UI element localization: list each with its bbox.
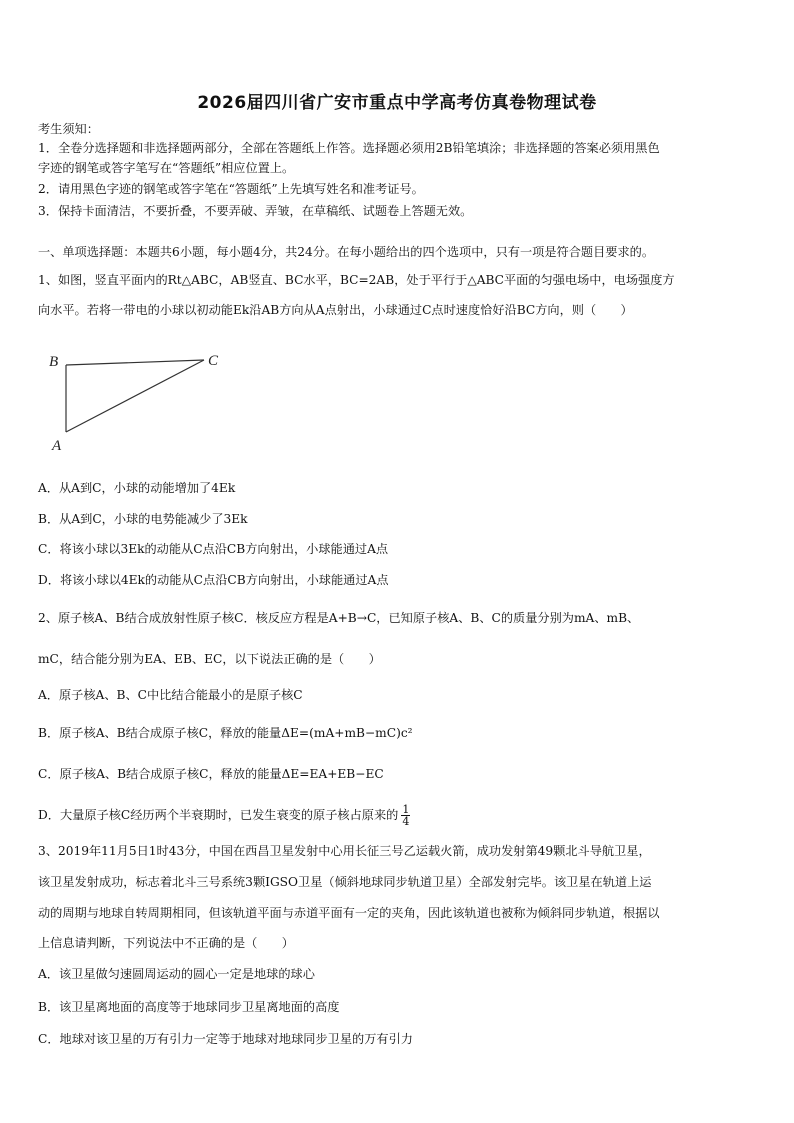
answer-option-d[interactable]	[38, 804, 760, 827]
answer-option[interactable]: D．将该小球以4Ek的动能从C点沿CB方向射出，小球能通过A点	[38, 573, 389, 587]
question-3-stem: 该卫星发射成功，标志着北斗三号系统3颗IGSO卫星（倾斜地球同步轨道卫星）全部发射完毕。该卫星在轨道上运	[38, 875, 652, 889]
fraction-numerator: 1	[402, 803, 410, 816]
question-1-stem: 1、如图，竖直平面内的Rt△ABC，AB竖直、BC水平，BC=2AB，处于平行于△ABC平面的匀强电场中，电场强度方	[38, 273, 675, 287]
question-3-stem: 上信息请判断，下列说法中不正确的是（ ）	[38, 936, 294, 950]
question-3-stem: 动的周期与地球自转周期相同，但该轨道平面与赤道平面有一定的夹角，因此该轨道也被称为倾斜同步轨道，根据以	[38, 906, 660, 920]
vertex-label-b: B	[49, 354, 59, 370]
notice-item: 1．全卷分选择题和非选择题两部分，全部在答题纸上作答。选择题必须用2B铅笔填涂；非选择题的答案必须用黑色	[38, 141, 660, 155]
question-2-stem: mC，结合能分别为EA、EB、EC，以下说法正确的是（ ）	[38, 652, 381, 666]
vertex-label-c: C	[208, 353, 219, 369]
vertex-label-a: A	[52, 438, 62, 454]
answer-option[interactable]: A．原子核A、B、C中比结合能最小的是原子核C	[38, 688, 303, 702]
answer-option[interactable]: B．原子核A、B结合成原子核C，释放的能量ΔE=(mA+mB−mC)c²	[38, 726, 413, 740]
section-heading: 一、单项选择题：本题共6小题，每小题4分，共24分。在每小题给出的四个选项中，只有一项是符合题目要求的。	[38, 245, 655, 259]
answer-option[interactable]: C．地球对该卫星的万有引力一定等于地球对地球同步卫星的万有引力	[38, 1032, 413, 1046]
triangle-abc-figure	[44, 346, 234, 454]
side-ac	[66, 360, 204, 432]
notice-item: 3．保持卡面清洁，不要折叠，不要弄破、弄皱，在草稿纸、试题卷上答题无效。	[38, 204, 473, 218]
notice-heading: 考生须知：	[38, 122, 99, 136]
page-title: 2026届四川省广安市重点中学高考仿真卷物理试卷	[197, 93, 597, 113]
answer-option[interactable]: C．将该小球以3Ek的动能从C点沿CB方向射出，小球能通过A点	[38, 542, 389, 556]
question-1-stem: 向水平。若将一带电的小球以初动能Ek沿AB方向从A点射出，小球通过C点时速度恰好沿BC方向，则（ ）	[38, 303, 633, 317]
side-bc	[66, 360, 204, 365]
question-3-stem: 3、2019年11月5日1时43分，中国在西昌卫星发射中心用长征三号乙运载火箭，成功发射第49颗北斗导航卫星，	[38, 844, 651, 858]
question-2-stem: 2、原子核A、B结合成放射性原子核C．核反应方程是A+B→C，已知原子核A、B、C的质量分别为mA、mB、	[38, 611, 640, 625]
answer-option[interactable]: B．该卫星离地面的高度等于地球同步卫星离地面的高度	[38, 1000, 340, 1014]
answer-option[interactable]: C．原子核A、B结合成原子核C，释放的能量ΔE=EA+EB−EC	[38, 767, 384, 781]
answer-option[interactable]: B．从A到C，小球的电势能减少了3Ek	[38, 512, 248, 526]
answer-option[interactable]: A．该卫星做匀速圆周运动的圆心一定是地球的球心	[38, 967, 315, 981]
answer-option[interactable]: A．从A到C，小球的动能增加了4Ek	[38, 481, 236, 495]
answer-option-text: D．大量原子核C经历两个半衰期时，已发生衰变的原子核占原来的	[38, 808, 399, 822]
notice-item: 字迹的钢笔或答字笔写在“答题纸”相应位置上。	[38, 161, 295, 175]
fraction-one-quarter	[401, 804, 410, 827]
notice-item: 2．请用黑色字迹的钢笔或答字笔在“答题纸”上先填写姓名和准考证号。	[38, 182, 424, 196]
fraction-denominator: 4	[402, 815, 410, 828]
